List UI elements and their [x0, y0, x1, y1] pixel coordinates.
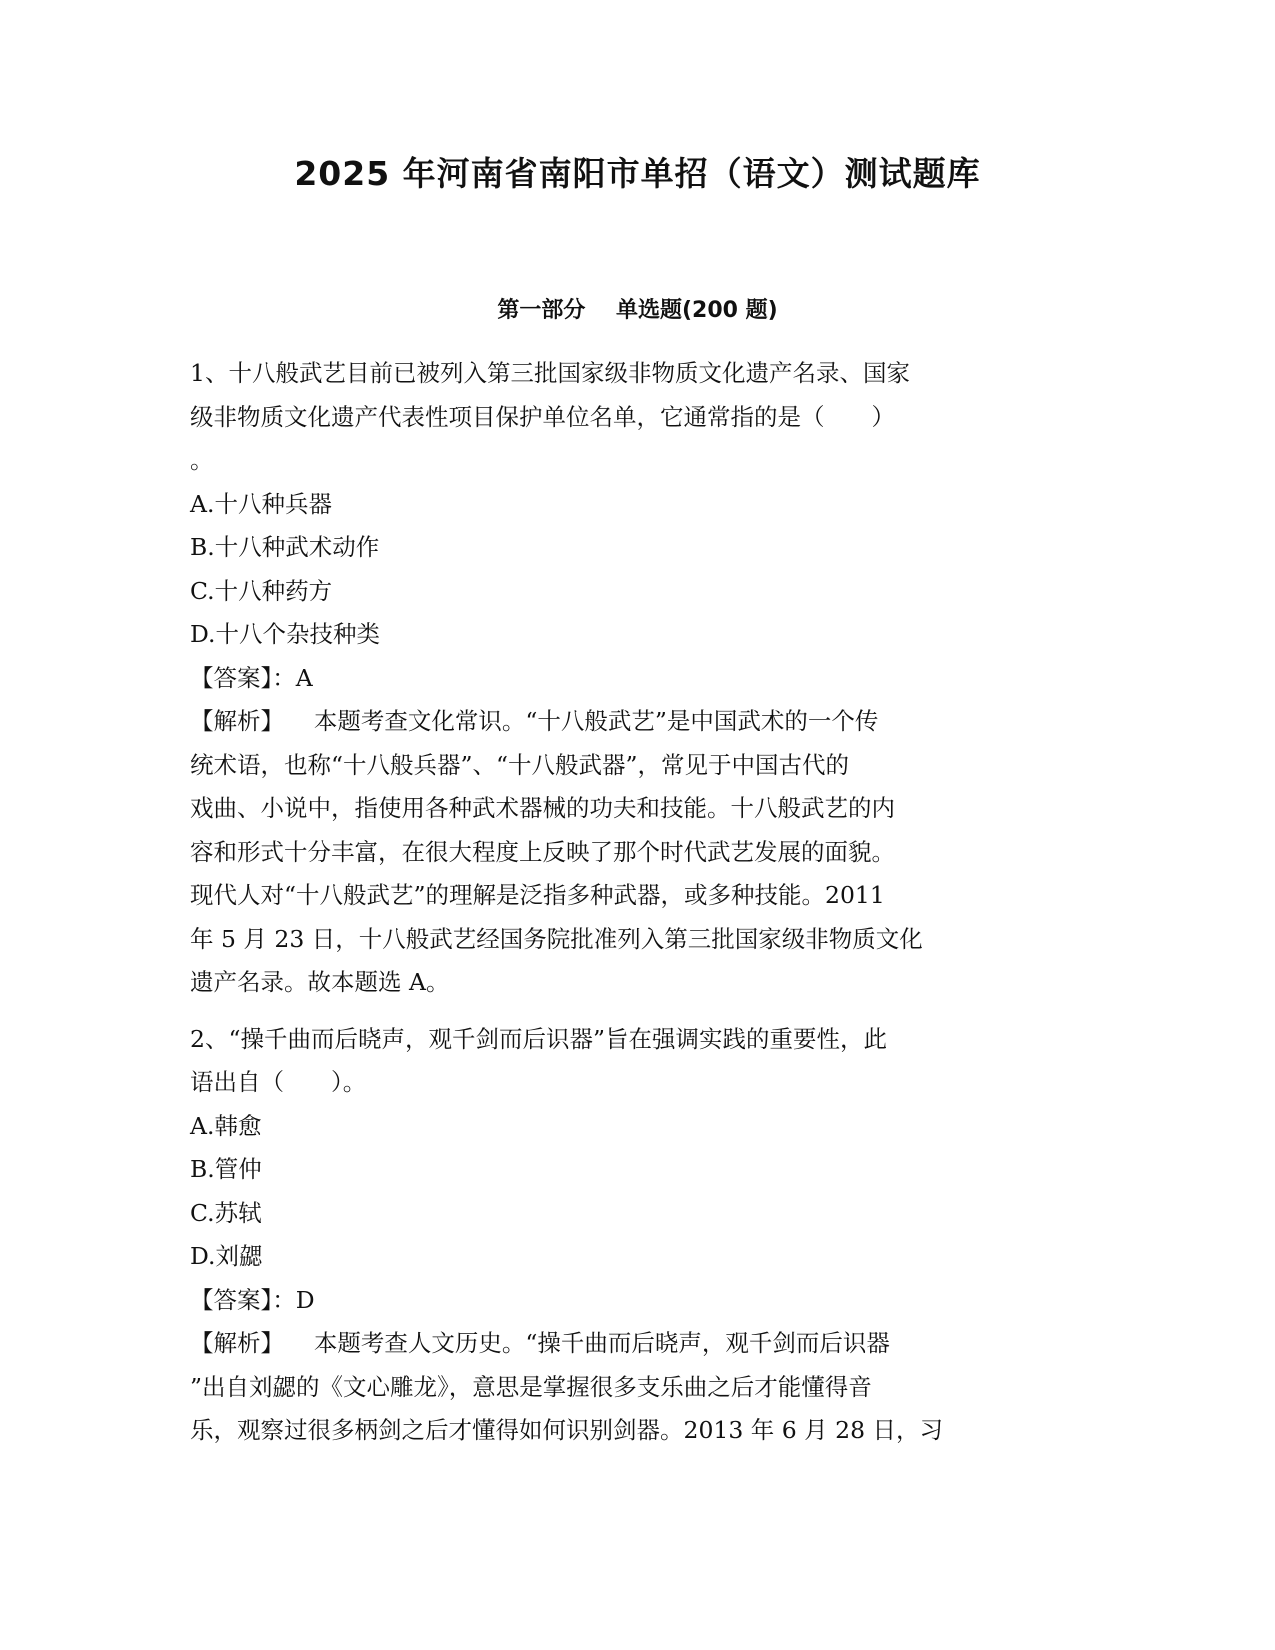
section-heading: 第一部分 单选题(200 题) [497, 298, 778, 323]
question-block [190, 352, 1080, 1005]
option-c: C.十八种药方 [190, 576, 333, 605]
explanation-line: 容和形式十分丰富，在很大程度上反映了那个时代武艺发展的面貌。 [190, 837, 895, 866]
option-c: C.苏轼 [190, 1198, 262, 1227]
explanation-line: 遗产名录。故本题选 A。 [190, 968, 450, 996]
question-stem-line: 1、十八般武艺目前已被列入第三批国家级非物质文化遗产名录、国家 [190, 359, 910, 387]
question-spacer [190, 1005, 1080, 1018]
explanation-line: 统术语，也称“十八般兵器”、“十八般武器”，常见于中国古代的 [190, 750, 850, 779]
document-body [190, 352, 1080, 1453]
explanation-line: 现代人对“十八般武艺”的理解是泛指多种武器，或多种技能。2011 [190, 881, 885, 909]
document-title: 2025 年河南省南阳市单招（语文）测试题库 [294, 154, 981, 193]
explanation-line: 年 5 月 23 日，十八般武艺经国务院批准列入第三批国家级非物质文化 [190, 924, 923, 953]
option-d: D.十八个杂技种类 [190, 620, 380, 648]
option-b: B.十八种武术动作 [190, 533, 380, 561]
explanation-line: 【解析】 本题考查人文历史。“操千曲而后晓声，观千剑而后识器 [190, 1329, 890, 1357]
option-a: A.十八种兵器 [190, 489, 332, 518]
question-stem-line: 语出自（ ）。 [190, 1068, 367, 1096]
explanation-line: ”出自刘勰的《文心雕龙》，意思是掌握很多支乐曲之后才能懂得音 [190, 1372, 872, 1401]
option-a: A.韩愈 [190, 1111, 262, 1140]
explanation-line: 戏曲、小说中，指使用各种武术器械的功夫和技能。十八般武艺的内 [190, 794, 895, 822]
question-stem-line: 级非物质文化遗产代表性项目保护单位名单，它通常指的是（ ） [190, 402, 895, 431]
explanation-line: 乐，观察过很多柄剑之后才懂得如何识别剑器。2013 年 6 月 28 日，习 [190, 1416, 944, 1444]
option-b: B.管仲 [190, 1155, 262, 1183]
question-stem-line: 2、“操千曲而后晓声，观千剑而后识器”旨在强调实践的重要性，此 [190, 1024, 887, 1053]
question-block [190, 1018, 1080, 1453]
option-d: D.刘勰 [190, 1242, 263, 1270]
question-stem-line: 。 [190, 446, 214, 474]
explanation-line: 【解析】 本题考查文化常识。“十八般武艺”是中国武术的一个传 [190, 707, 879, 735]
answer-line: 【答案】：D [190, 1285, 315, 1314]
answer-line: 【答案】：A [190, 663, 313, 692]
